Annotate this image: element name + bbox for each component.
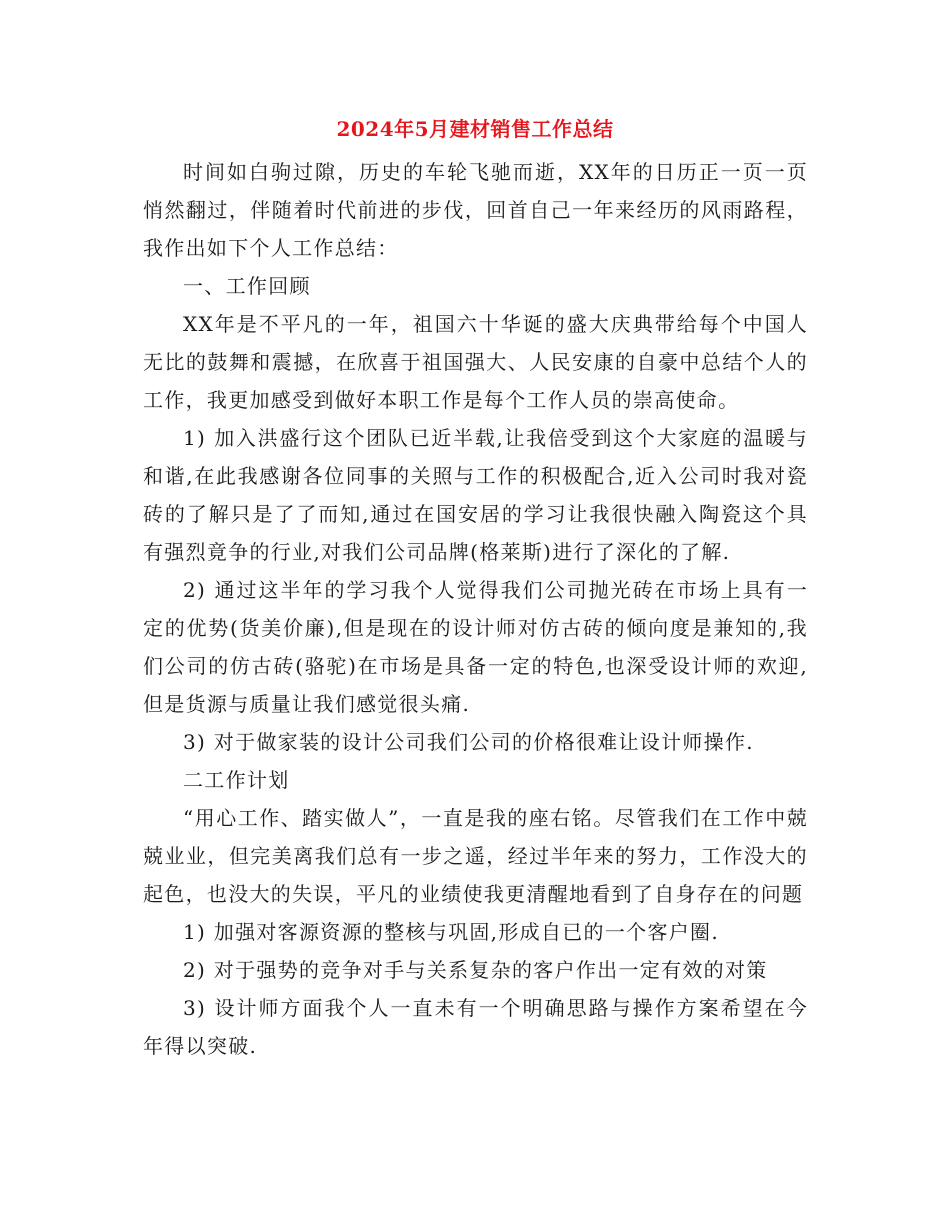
paragraph-review: XX年是不平凡的一年，祖国六十华诞的盛大庆典带给每个中国人无比的鼓舞和震撼，在欣喜于祖国强大、人民安康的自豪中总结个人的工作，我更加感受到做好本职工作是每个工作人员的崇高使命。: [143, 312, 808, 412]
list-item-review-3: 3) 对于做家装的设计公司我们公司的价格很难让设计师操作.: [183, 730, 754, 754]
list-item-plan-1: 1) 加强对客源资源的整核与巩固,形成自已的一个客户圈.: [183, 920, 719, 944]
paragraph-intro: 时间如白驹过隙，历史的车轮飞驰而逝，XX年的日历正一页一页悄然翻过，伴随着时代前进的步伐，回首自己一年来经历的风雨路程，我作出如下个人工作总结：: [143, 160, 808, 260]
document-title: 2024年5月建材销售工作总结: [336, 117, 614, 141]
list-item-plan-3: 3) 设计师方面我个人一直未有一个明确思路与操作方案希望在今年得以突破.: [143, 996, 808, 1058]
document-body: [143, 153, 808, 1065]
list-item-review-1: 1) 加入洪盛行这个团队已近半载,让我倍受到这个大家庭的温暖与和谐,在此我感谢各位同事的关照与工作的积极配合,近入公司时我对瓷砖的了解只是了了而知,通过在国安居的学习让我很快融入陶瓷这个具有强烈竟争的行业,对我们公司品牌(格莱斯)进行了深化的了解.: [143, 426, 808, 564]
section-heading-review: 一、工作回顾: [183, 274, 311, 298]
section-heading-plan: 二工作计划: [183, 768, 290, 792]
list-item-plan-2: 2) 对于强势的竞争对手与关系复杂的客户作出一定有效的对策: [183, 958, 768, 982]
paragraph-plan: “用心工作、踏实做人”，一直是我的座右铭。尽管我们在工作中兢兢业业，但完美离我们总有一步之遥，经过半年来的努力，工作没大的起色，也没大的失误，平凡的业绩使我更清醒地看到了自身存在的问题: [143, 806, 808, 906]
list-item-review-2: 2) 通过这半年的学习我个人觉得我们公司抛光砖在市场上具有一定的优势(货美价廉),但是现在的设计师对仿古砖的倾向度是兼知的,我们公司的仿古砖(骆驼)在市场是具备一定的特色,也深受设计师的欢迎,但是货源与质量让我们感觉很头痛.: [143, 578, 808, 716]
